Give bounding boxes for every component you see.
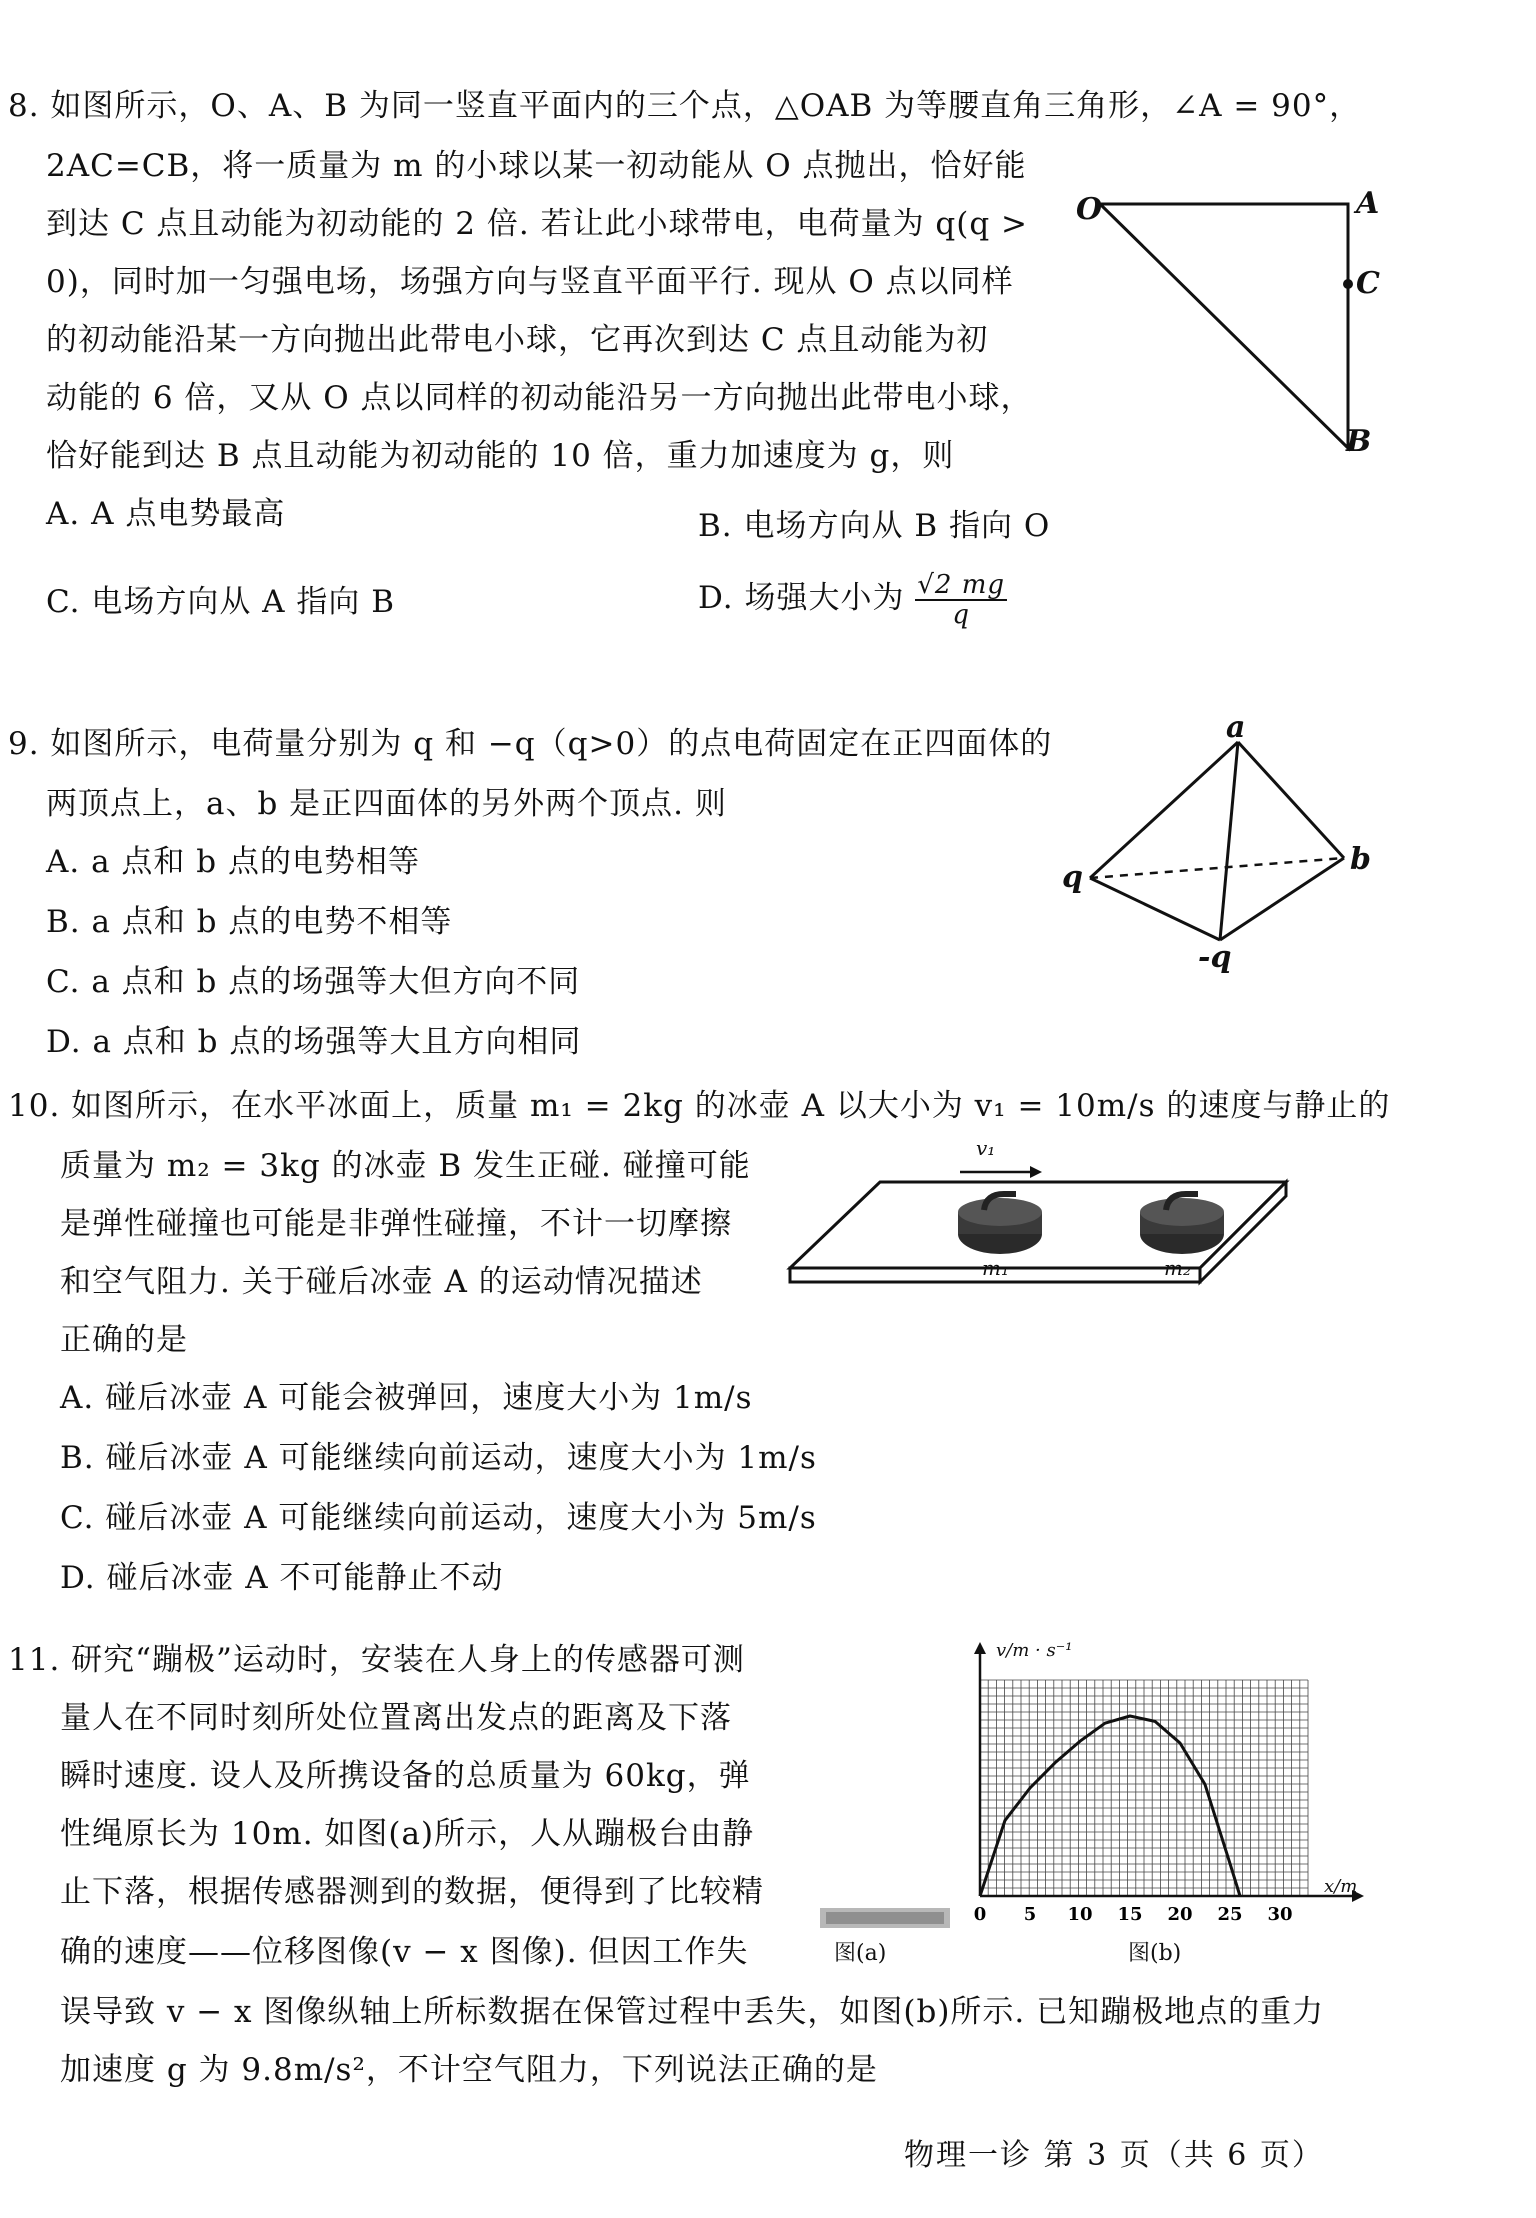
q9-option-a: A. a 点和 b 点的电势相等 <box>46 844 420 880</box>
q9-option-d: D. a 点和 b 点的场强等大且方向相同 <box>46 1024 582 1060</box>
q11-fig-a-platform <box>820 1904 960 1934</box>
q9-tetrahedron-figure <box>1080 738 1360 958</box>
q8-line-7: 恰好能到达 B 点且动能为初动能的 10 倍，重力加速度为 g，则 <box>46 438 955 474</box>
curling-stone-b-icon <box>1140 1194 1224 1254</box>
q10-line-1: 10. 如图所示，在水平冰面上，质量 m₁ = 2kg 的冰壶 A 以大小为 v₁ = 10m/s 的速度与静止的 <box>8 1088 1391 1124</box>
q8-option-d-numerator: √2 mg <box>917 569 1005 600</box>
x-tick-label: 15 <box>1117 1904 1143 1925</box>
q8-triangle-figure <box>1100 196 1360 456</box>
x-tick-label: 30 <box>1267 1904 1293 1925</box>
q8-line-2: 2AC=CB，将一质量为 m 的小球以某一初动能从 O 点抛出，恰好能 <box>46 148 1027 184</box>
curling-stone-a-icon <box>958 1194 1042 1254</box>
q10-line-5: 正确的是 <box>60 1322 188 1358</box>
q10-option-b: B. 碰后冰壶 A 可能继续向前运动，速度大小为 1m/s <box>60 1440 817 1476</box>
q10-line-3: 是弹性碰撞也可能是非弹性碰撞，不计一切摩擦 <box>60 1206 732 1242</box>
q10-line-2: 质量为 m₂ = 3kg 的冰壶 B 发生正碰. 碰撞可能 <box>60 1148 751 1184</box>
q9-label-a: a <box>1226 710 1246 745</box>
q8-line-5: 的初动能沿某一方向抛出此带电小球，它再次到达 C 点且动能为初 <box>46 322 989 358</box>
q8-option-d-fraction <box>915 571 1007 629</box>
q11-line-3: 瞬时速度. 设人及所携设备的总质量为 60kg，弹 <box>60 1758 751 1794</box>
q11-fig-a-caption: 图(a) <box>834 1941 887 1966</box>
q8-label-c: C <box>1356 266 1380 301</box>
x-tick-label: 20 <box>1167 1904 1193 1925</box>
q11-line-4: 性绳原长为 10m. 如图(a)所示，人从蹦极台由静 <box>60 1816 755 1852</box>
q8-option-d-label: D. 场强大小为 <box>698 580 905 616</box>
q8-option-b: B. 电场方向从 B 指向 O <box>698 508 1051 544</box>
page-footer: 物理一诊 第 3 页（共 6 页） <box>904 2138 1324 2173</box>
q8-label-a: A <box>1356 186 1380 221</box>
q11-vx-chart <box>960 1640 1360 1930</box>
x-tick-label: 25 <box>1217 1904 1243 1925</box>
q8-option-d <box>698 566 1007 630</box>
x-tick-label: 0 <box>973 1904 987 1925</box>
q8-line-1: 8. 如图所示，O、A、B 为同一竖直平面内的三个点，△OAB 为等腰直角三角形，∠A = 90°， <box>8 88 1362 124</box>
q9-label-neg-q: -q <box>1198 940 1232 975</box>
q10-line-4: 和空气阻力. 关于碰后冰壶 A 的运动情况描述 <box>60 1264 703 1300</box>
q10-option-a: A. 碰后冰壶 A 可能会被弹回，速度大小为 1m/s <box>60 1380 753 1416</box>
q9-line-1: 9. 如图所示，电荷量分别为 q 和 −q（q>0）的点电荷固定在正四面体的 <box>8 726 1053 762</box>
q8-line-4: 0)，同时加一匀强电场，场强方向与竖直平面平行. 现从 O 点以同样 <box>46 264 1014 300</box>
q11-line-8: 加速度 g 为 9.8m/s²，不计空气阻力，下列说法正确的是 <box>60 2052 878 2088</box>
q8-option-d-denominator: q <box>952 599 970 630</box>
q10-option-c: C. 碰后冰壶 A 可能继续向前运动，速度大小为 5m/s <box>60 1500 817 1536</box>
q8-option-c: C. 电场方向从 A 指向 B <box>46 584 396 620</box>
q11-fig-b-caption: 图(b) <box>1128 1941 1182 1966</box>
q10-curling-figure <box>780 1150 1300 1320</box>
y-axis-arrow <box>974 1642 986 1654</box>
q10-label-m1: m₁ <box>982 1256 1009 1280</box>
q8-option-a: A. A 点电势最高 <box>46 496 286 532</box>
q8-line-3: 到达 C 点且动能为初动能的 2 倍. 若让此小球带电，电荷量为 q(q > <box>46 206 1029 242</box>
q9-label-q: q <box>1062 860 1083 895</box>
q9-option-c: C. a 点和 b 点的场强等大但方向不同 <box>46 964 581 1000</box>
q10-label-m2: m₂ <box>1164 1256 1191 1280</box>
q8-line-6: 动能的 6 倍，又从 O 点以同样的初动能沿另一方向抛出此带电小球， <box>46 380 1033 416</box>
q11-chart-ylabel: v/m · s⁻¹ <box>996 1640 1073 1661</box>
x-tick-label: 10 <box>1067 1904 1093 1925</box>
q8-label-b: B <box>1346 424 1372 459</box>
q11-line-6: 确的速度——位移图像(v − x 图像). 但因工作失 <box>60 1934 749 1970</box>
q9-line-2: 两顶点上，a、b 是正四面体的另外两个顶点. 则 <box>46 786 727 822</box>
q10-label-v1: v₁ <box>976 1136 996 1160</box>
x-tick-label: 5 <box>1023 1904 1037 1925</box>
q9-option-b: B. a 点和 b 点的电势不相等 <box>46 904 453 940</box>
q10-option-d: D. 碰后冰壶 A 不可能静止不动 <box>60 1560 504 1596</box>
q9-label-b: b <box>1350 842 1371 877</box>
q11-chart-xlabel: x/m <box>1324 1876 1358 1897</box>
q11-line-2: 量人在不同时刻所处位置离出发点的距离及下落 <box>60 1700 732 1736</box>
q11-line-1: 11. 研究“蹦极”运动时，安装在人身上的传感器可测 <box>8 1642 745 1678</box>
q11-line-5: 止下落，根据传感器测到的数据，便得到了比较精 <box>60 1874 764 1910</box>
q11-line-7: 误导致 v − x 图像纵轴上所标数据在保管过程中丢失，如图(b)所示. 已知蹦极地点的重力 <box>60 1994 1325 2030</box>
q8-label-o: O <box>1076 192 1103 227</box>
